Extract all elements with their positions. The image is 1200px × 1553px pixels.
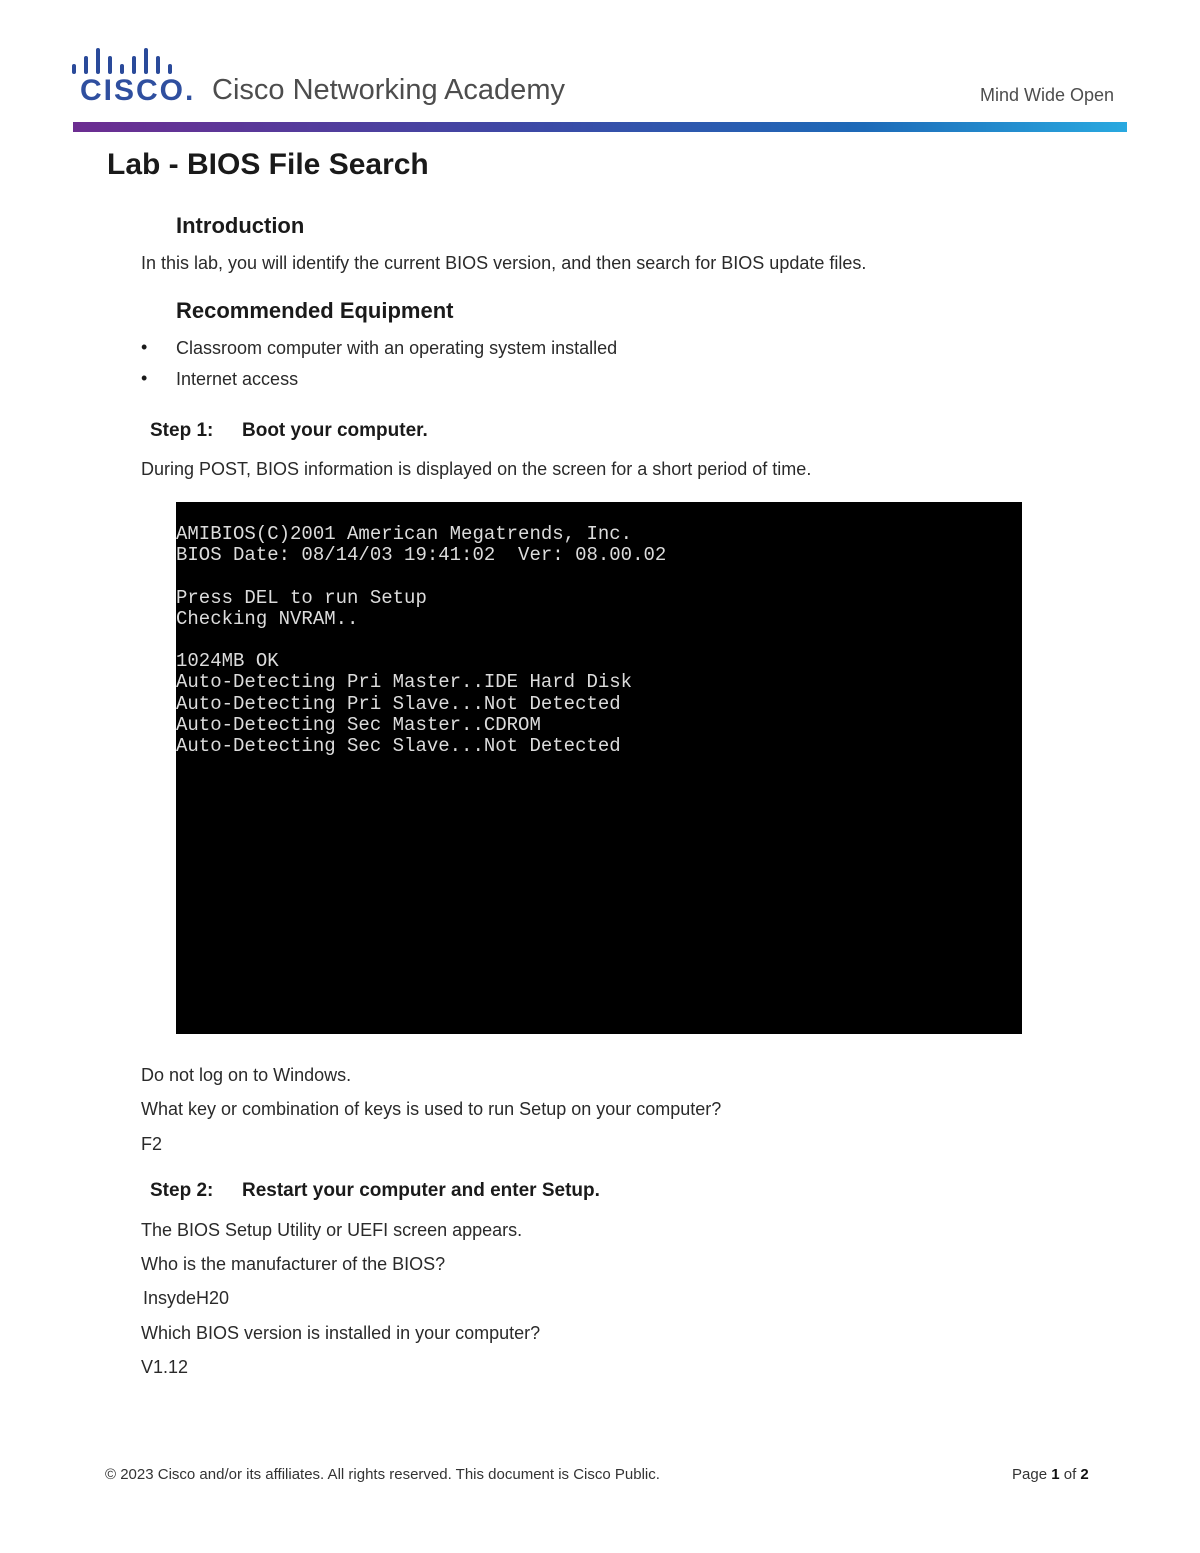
bios-line: BIOS Date: 08/14/03 19:41:02 Ver: 08.00.02 bbox=[176, 544, 667, 567]
step2-title: Restart your computer and enter Setup. bbox=[242, 1180, 600, 1201]
step1-answer: F2 bbox=[141, 1134, 163, 1154]
page-title: Lab - BIOS File Search bbox=[107, 148, 429, 181]
page-word: Page bbox=[1012, 1466, 1048, 1483]
bullet-icon: • bbox=[141, 337, 148, 357]
step1-title: Boot your computer. bbox=[242, 420, 428, 441]
step2-answer-1: InsydeH20 bbox=[143, 1288, 230, 1308]
step1-heading bbox=[150, 420, 428, 442]
equipment-heading: Recommended Equipment bbox=[176, 298, 454, 323]
bios-line: AMIBIOS(C)2001 American Megatrends, Inc. bbox=[176, 523, 633, 545]
intro-text: In this lab, you will identify the current BIOS version, and then search for BIOS update files. bbox=[141, 253, 867, 273]
intro-heading: Introduction bbox=[176, 213, 305, 238]
of-word: of bbox=[1063, 1466, 1077, 1483]
bios-line: Press DEL to run Setup bbox=[176, 586, 427, 609]
bios-line bbox=[176, 630, 1022, 651]
step1-after: Do not log on to Windows. bbox=[141, 1065, 352, 1085]
bios-line: Auto-Detecting Pri Slave...Not Detected bbox=[176, 692, 621, 715]
footer-copyright: © 2023 Cisco and/or its affiliates. All rights reserved. This document is Cisco Public. bbox=[105, 1466, 660, 1483]
step1-label: Step 1: bbox=[150, 420, 214, 441]
step2-label: Step 2: bbox=[150, 1180, 214, 1201]
cisco-logo-wordmark: CISCO. bbox=[80, 74, 196, 107]
equipment-item: Classroom computer with an operating system installed bbox=[176, 338, 618, 358]
step2-question-2: Which BIOS version is installed in your computer? bbox=[141, 1323, 541, 1343]
academy-name: Cisco Networking Academy bbox=[212, 74, 565, 106]
bios-line: Auto-Detecting Pri Master..IDE Hard Disk bbox=[176, 671, 633, 694]
page-current: 1 bbox=[1051, 1466, 1060, 1483]
step2-answer-2: V1.12 bbox=[141, 1357, 189, 1377]
bios-line: Auto-Detecting Sec Master..CDROM bbox=[176, 713, 541, 736]
bios-line: Checking NVRAM.. bbox=[176, 607, 359, 630]
equipment-item: Internet access bbox=[176, 369, 299, 389]
tagline: Mind Wide Open bbox=[980, 85, 1115, 105]
page-total: 2 bbox=[1080, 1466, 1089, 1483]
step2-heading bbox=[150, 1180, 600, 1202]
step1-question: What key or combination of keys is used to run Setup on your computer? bbox=[141, 1099, 722, 1119]
bios-post-screen bbox=[176, 502, 1022, 1034]
footer-page-number bbox=[1012, 1466, 1089, 1483]
header-gradient-rule bbox=[73, 122, 1127, 132]
bullet-icon: • bbox=[141, 368, 148, 388]
cisco-logo-bars-icon bbox=[72, 46, 182, 74]
bios-line bbox=[176, 566, 1022, 587]
bios-line: 1024MB OK bbox=[176, 650, 279, 673]
step2-text: The BIOS Setup Utility or UEFI screen appears. bbox=[141, 1220, 523, 1240]
bios-line: Auto-Detecting Sec Slave...Not Detected bbox=[176, 734, 621, 757]
step2-question-1: Who is the manufacturer of the BIOS? bbox=[141, 1254, 446, 1274]
step1-text: During POST, BIOS information is displayed on the screen for a short period of time. bbox=[141, 459, 812, 479]
